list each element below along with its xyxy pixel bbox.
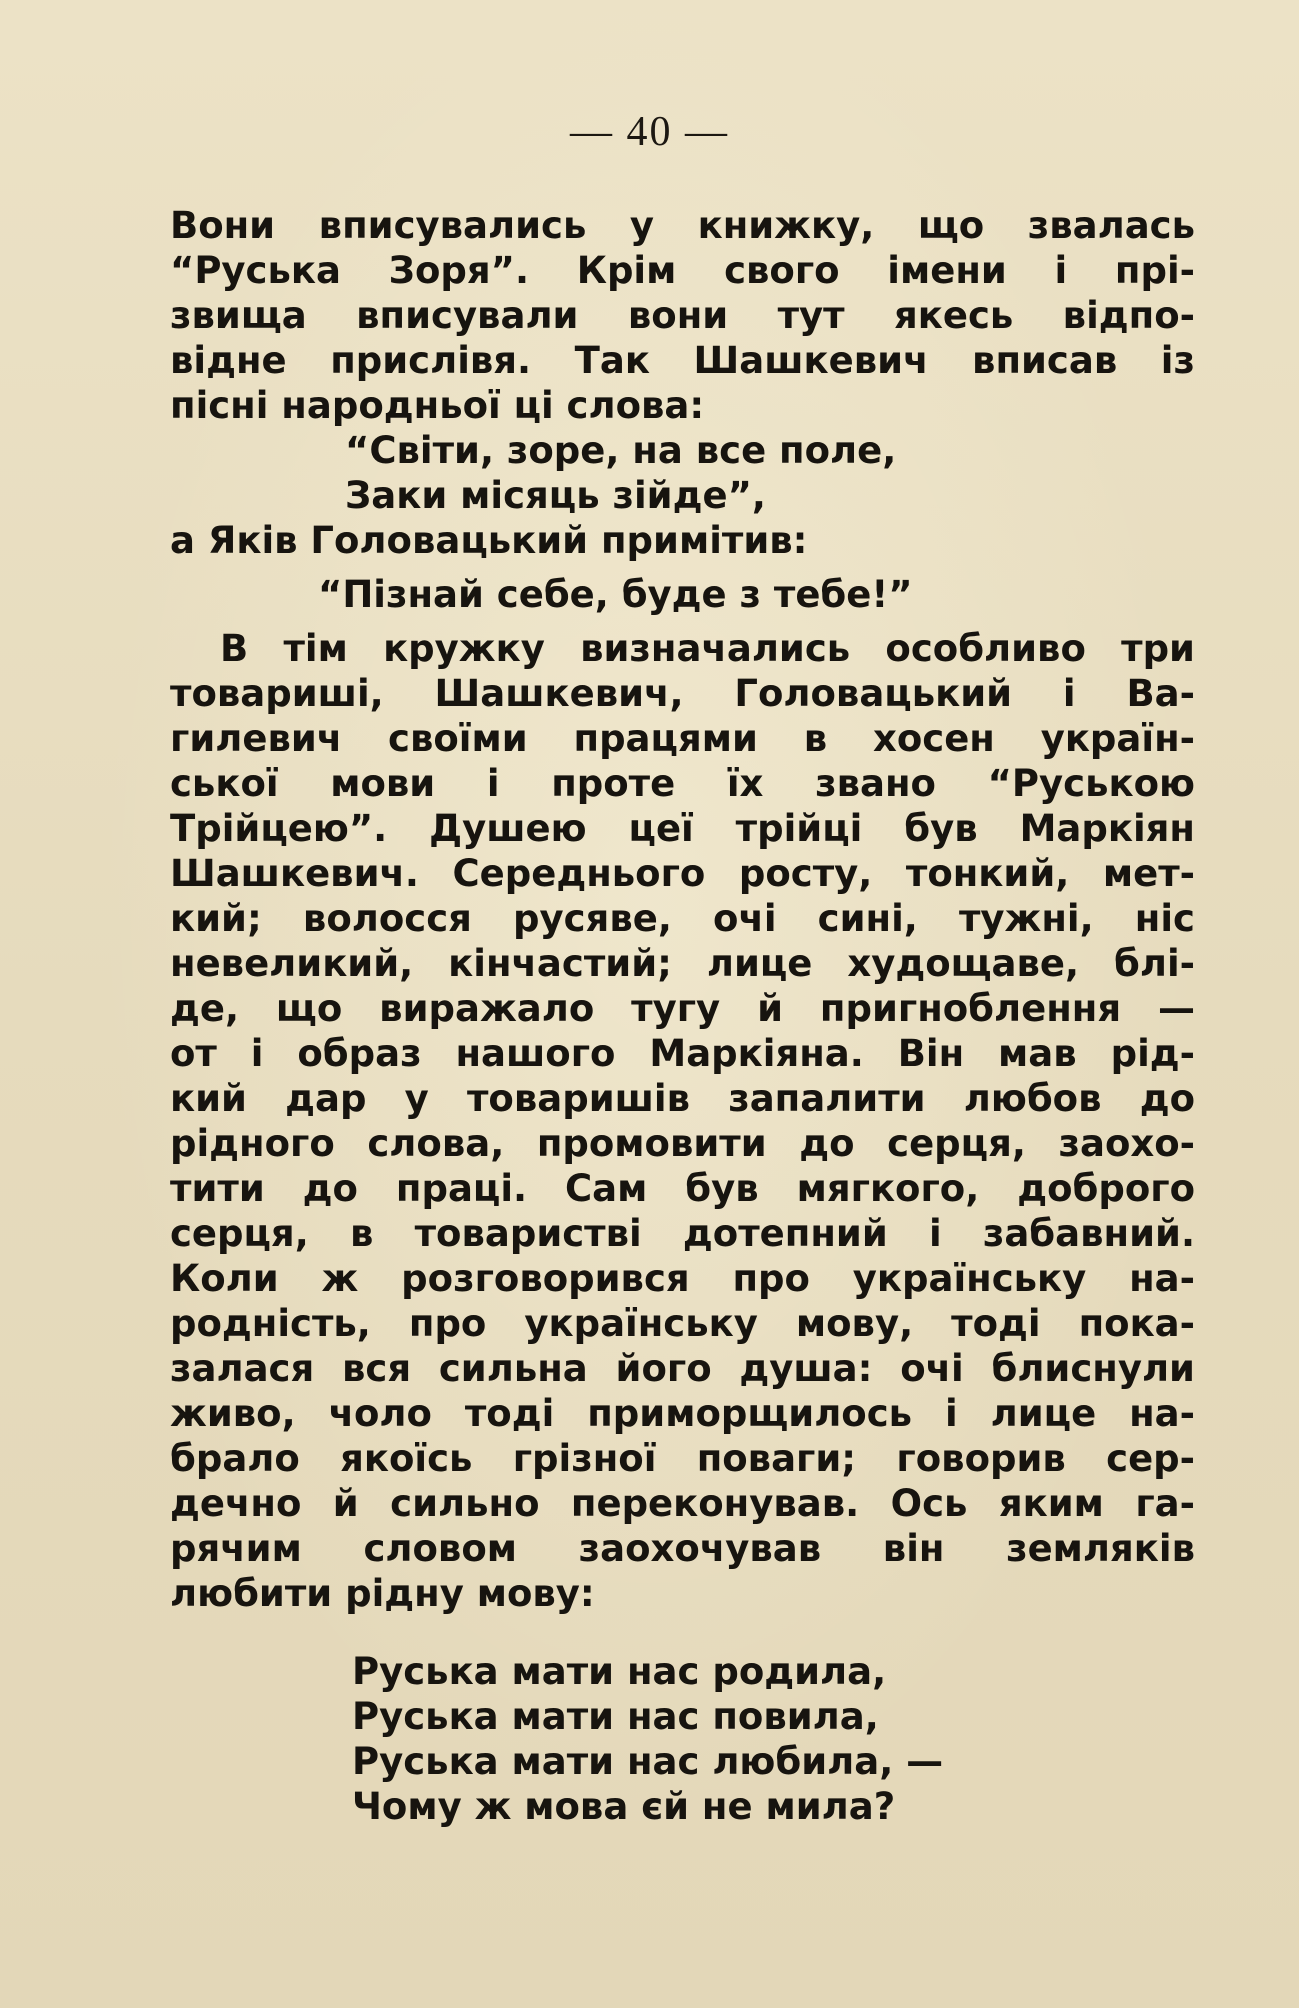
text-line: брало якоїсь грізної поваги; говорив сер- bbox=[170, 1437, 1195, 1480]
text-line: ської мови і проте їх звано “Руською bbox=[170, 762, 1195, 805]
text-line: а Яків Головацький примітив: bbox=[170, 519, 808, 562]
text-line: Шашкевич. Середнього росту, тонкий, мет- bbox=[170, 852, 1195, 895]
poem-line: Руська мати нас родила, bbox=[352, 1650, 887, 1693]
text-line: В тім кружку визначались особливо три bbox=[220, 627, 1195, 670]
text-line: от і образ нашого Маркіяна. Він мав рід- bbox=[170, 1032, 1195, 1075]
text-line: родність, про українську мову, тоді пока- bbox=[170, 1302, 1195, 1345]
text-line: тити до праці. Сам був мягкого, доброго bbox=[170, 1167, 1195, 1210]
text-line: пісні народньої ці слова: bbox=[170, 384, 705, 427]
text-line: Вони вписувались у книжку, що звалась bbox=[170, 204, 1195, 247]
page-number: — 40 — bbox=[570, 109, 729, 155]
text-line: звища вписували вони тут якесь відпо- bbox=[170, 294, 1195, 337]
text-line: любити рідну мову: bbox=[170, 1572, 595, 1615]
text-line: залася вся сильна його душа: очі блиснули bbox=[170, 1347, 1195, 1390]
quote-line: “Пізнай себе, буде з тебе!” bbox=[318, 573, 913, 616]
text-line: кий дар у товаришів запалити любов до bbox=[170, 1077, 1195, 1120]
text-line: товариші, Шашкевич, Головацький і Ва- bbox=[170, 672, 1195, 715]
poem-line: Руська мати нас любила, — bbox=[352, 1740, 944, 1783]
text-line: Коли ж розговорився про українську на- bbox=[170, 1257, 1195, 1300]
text-line: рідного слова, промовити до серця, заохо- bbox=[170, 1122, 1195, 1165]
text-line: живо, чоло тоді приморщилось і лице на- bbox=[170, 1392, 1195, 1435]
text-line: відне прислівя. Так Шашкевич вписав із bbox=[170, 339, 1195, 382]
text-line: “Руська Зоря”. Крім свого імени і прі- bbox=[170, 249, 1195, 292]
text-line: серця, в товаристві дотепний і забавний. bbox=[170, 1212, 1195, 1255]
quote-line: Заки місяць зійде”, bbox=[345, 474, 766, 517]
quote-line: “Світи, зоре, на все поле, bbox=[345, 429, 897, 472]
poem-line: Руська мати нас повила, bbox=[352, 1695, 879, 1738]
body-text bbox=[170, 203, 1195, 1829]
poem-line: Чому ж мова єй не мила? bbox=[352, 1785, 896, 1828]
text-line: гилевич своїми працями в хосен україн- bbox=[170, 717, 1195, 760]
text-line: Трійцею”. Душею цеї трійці був Маркіян bbox=[170, 807, 1195, 850]
text-line: дечно й сильно переконував. Ось яким га- bbox=[170, 1482, 1195, 1525]
text-line: невеликий, кінчастий; лице худощаве, блі- bbox=[170, 942, 1195, 985]
text-line: рячим словом заохочував він земляків bbox=[170, 1527, 1195, 1570]
text-line: де, що виражало тугу й пригноблення — bbox=[170, 987, 1195, 1030]
text-line: кий; волосся русяве, очі сині, тужні, ніс bbox=[170, 897, 1195, 940]
